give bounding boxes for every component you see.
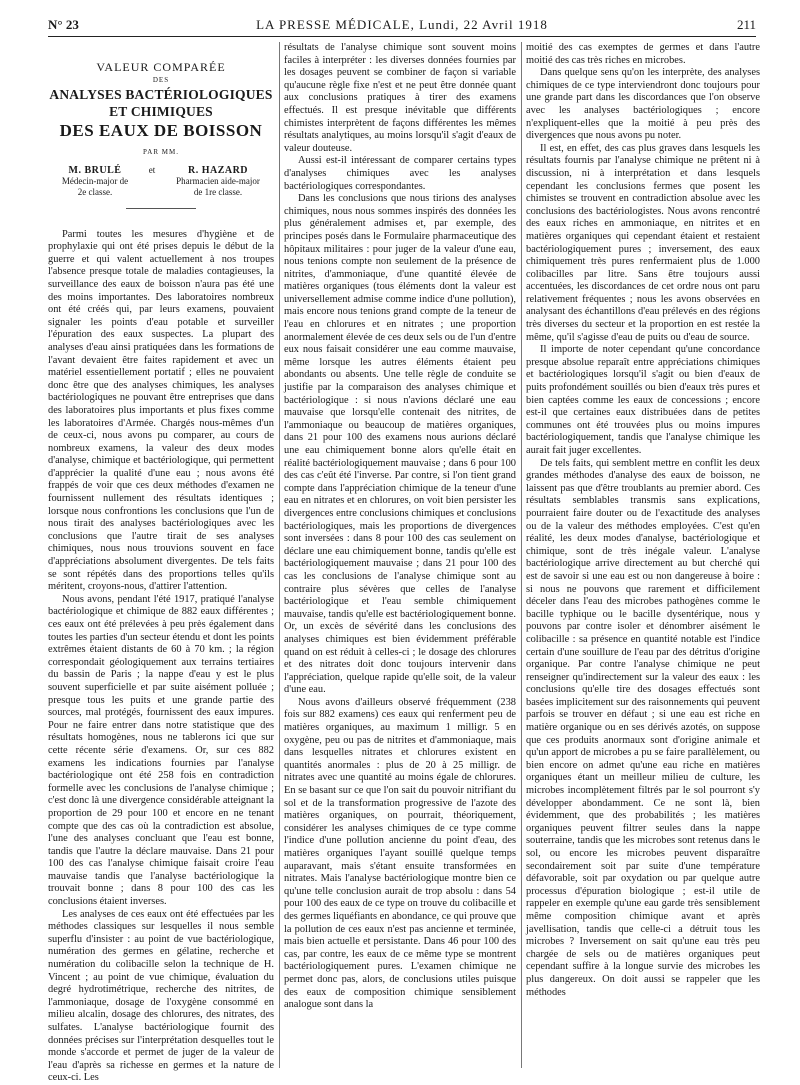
paragraph: Parmi toutes les mesures d'hygiène et de prophylaxie qui ont été prises depuis le début de la guerre et qui valent actuellement à nos troupes l'absence presque totale de maladies contagieuses, la surveillance des eaux de boisson n'aura pas été une des moins importantes. Des laboratoires nombreux ont été créés qui, par leurs examens, pouvaient signaler les points d'eau potable et surveiller l'épuration des eaux suspectes. La plupart des analyses d'eau ainsi pratiquées dans les formations de l'avant devaient être faites rapidement et avec un matériel essentiellement portatif ; elles ne pouvaient donc être que des analyses chimiques, les analyses bactériologiques ne pouvant être entreprises que dans des laboratoires plus importants et plus fixes comme les laboratoires d'Armée. Chargés nous-mêmes d'un de ceux-ci, nous avons pu comparer, au cours de nombreux examens, la valeur des deux modes d'analyse, chimique et bactériologique, qui permettent d'apprécier la qualité d'une eau ; nous avons été frappés de voir que ces deux méthodes d'examen ne fournissent nullement des résultats identiques ; lorsque nous confrontions les conclusions que l'un de nous tirait des analyses bactériologiques avec les conclusions que l'autre tirait de ses analyses chimiques, nous nous trouvions souvent en face d'appréciations absolument divergentes. De tels faits se sont répétés dans des proportions telles qu'ils méritent, croyons-nous, d'attirer l'attention.: [48, 228, 274, 593]
running-head: [48, 16, 756, 37]
journal-line: [48, 16, 756, 34]
paragraph: Les analyses de ces eaux ont été effectuées par les méthodes classiques sur lesquelles il nous semble superflu d'insister : au point de vue bactériologique, numération des germes en gélatine, recherche et numération du colibacille selon la technique de H. Vincent ; au point de vue chimique, évaluation du degré hydrotimétrique, recherche des nitrites, de l'ammoniaque, dosage de l'oxygène consommé en milieu alcalin, dosage des chlorures, des nitrates, des sulfates. L'analyse bactériologique fournit des données précises sur l'interprétation desquelles tout le monde s'accorde et permet de juger de la valeur de l'eau d'après sa richesse en germes et la nature de ceux-ci. Les: [48, 908, 274, 1084]
column-rule-right: [521, 42, 522, 1068]
column-2: [284, 42, 516, 1068]
paragraph: résultats de l'analyse chimique sont souvent moins faciles à interpréter : les diverses données fournies par les dosages peuvent se combiner de façon si variable qu'aucune règle fixe n'est et ne peut être donnée quant aux conclusions pratiques à tirer des examens effectués. Il est presque inévitable que différents chimistes interprètent de façons différentes les mêmes résultats analytiques, au moins lorsqu'il s'agit d'eaux de valeur douteuse.: [284, 42, 516, 154]
author-1: [60, 165, 130, 198]
author-2: [174, 165, 262, 198]
column-3: [526, 42, 760, 1068]
page-number: 211: [736, 17, 756, 32]
article-heading: [48, 42, 274, 229]
paragraph: De tels faits, qui semblent mettre en conflit les deux grandes méthodes d'analyse des eaux de boisson, ne laissent pas que d'être troublants au premier abord. Ces résultats semblables transmis sans explications, pourraient faire douter ou de l'exactitude des analyses ou de la valeur des méthodes employées. C'est qu'en réalité, les deux modes d'analyse, bactériologique et chimique, sont de très inégale valeur. L'analyse bactériologique arrive directement au but cherché qui est de savoir si une eau est ou non dangereuse à boire : si nous ne pouvons que rarement et difficilement déceler dans l'eau des microbes pathogènes comme le bacille typhique ou le bacille dysentérique, nous y pouvons par contre isoler et dénombrer aisément le colibacille : sa présence en quantité notable est l'indice certain d'une souillure de l'eau par des détritus d'origine organique. Par contre l'analyse chimique ne peut renseigner qu'indirectement sur la valeur des eaux : les conclusions qu'elle tire des dosages effectués sont basées implicitement sur des raisonnements qui peuvent parfois se trouver en défaut ; si une eau est riche en matière organique ou en ses dérivés azotés, on suppose que ces produits anormaux sont d'origine animale et qu'un apport de microbes a pu se faire parallèlement, ou bien encore on admet qu'une eau riche en matières organiques étant un meilleur milieu de culture, les microbes incomplètement filtrés par le sol pourront s'y développer abondamment. Ce ne sont là, bien évidemment, que des probabilités ; les matières organiques peuvent filtrer seules dans la nappe souterraine, tandis que les microbes sont retenus dans le sol, ou encore les microbes peuvent disparaître secondairement soit par suite d'une température défavorable, soit par oxydation ou par quelque autre processus d'épuration biologique ; est-il utile de rappeler en exemple qu'une eau garde très sensiblement même composition chimique avant et après javellisation, tandis que celle-ci a détruit tous les microbes ? Inversement on sait qu'une eau très peu chargée de sels ou de matières organiques peut cependant suffire à la longue survie des microbes les plus dangereux. On doit aussi se rappeler que les méthodes: [526, 457, 760, 998]
column-rule-left: [279, 42, 280, 1068]
author-1-role: Médecin-major de 2e classe.: [61, 175, 129, 197]
issue-number: N° 23: [48, 17, 79, 32]
paragraph: Nous avons, pendant l'été 1917, pratiqué l'analyse bactériologique et chimique de 882 eaux différentes ; ces eaux ont été prélevées à peu près également dans toutes les parties d'un secteur étendu et dont les points extrêmes étaient distants de 60 à 70 km. ; la région correspondait géologiquement aux terrains tertiaires du bassin de Paris ; la nappe d'eau y est le plus souvent superficielle et par suite aisément polluée ; presque tous les puits et une grande partie des sources, mal protégés, fournissent des eaux impures. Pour ne faire entrer dans notre statistique que des résultats homogènes, nous ne tablerons ici que sur cette récente série d'examens. Or, sur ces 882 examens les indications fournies par l'analyse bactériologique ont été 258 fois en contradiction formelle avec les conclusions de l'analyse chimique ; c'est donc là une divergence considérable atteignant la proportion de 29 pour 100 et encore en ne tenant compte que des cas où la contradiction est absolue, l'une des analyses concluant que l'eau est bonne, tandis que l'autre la déclare mauvaise. Dans 21 pour 100 des cas l'analyse chimique faisait croire l'eau mauvaise tandis que l'analyse bactériologique la trouvait bonne ; dans 8 pour 100 des cas les conclusions étaient inverses.: [48, 593, 274, 908]
paragraph: moitié des cas exemptes de germes et dans l'autre moitié des cas très riches en microbes.: [526, 42, 760, 66]
authors: [48, 165, 274, 198]
author-1-name: M. BRULÉ: [68, 164, 122, 176]
author-2-name: R. HAZARD: [187, 164, 249, 176]
article-subtitle: ANALYSES BACTÉRIOLOGIQUES ET CHIMIQUES: [49, 87, 273, 119]
paragraph: Dans les conclusions que nous tirions des analyses chimiques, nous nous sommes inspirés des données les plus généralement admises et, par exemple, des principes posés dans le Formulaire pharmaceutique des hôpitaux militaires : pour juger de la valeur d'une eau, nous tenions compte non seulement de la présence de nitrites, d'ammoniaque, d'une quantité élevée de matières organiques (tous éléments dont la valeur est universellement admise comme indice d'une pollution), mais encore nous tenions grand compte de la teneur de l'eau en chlorures et en nitrates ; une proportion anormalement élevée de ces deux sels ou de l'un d'entre eux nous faisait considérer une eau comme mauvaise, même lorsque les autres éléments étaient peu abondants ou absents. Une telle règle de conduite se justifie par la comparaison des analyses chimique et bactériologique : si nous n'avions déclaré une eau mauvaise que lorsqu'elle contenait des nitrites, de l'ammoniaque ou beaucoup de matières organiques, dans 21 pour 100 des examens nous aurions déclaré une eau chimiquement bonne alors qu'elle était en réalité bactériologiquement mauvaise ; dans 6 pour 100 des cas c'eût été l'inverse. Par contre, si l'on tient grand compte dans l'appréciation chimique de la teneur d'une eau en nitrates et en chlorures, on voit bien persister les divergences entre conclusions chimiques et conclusions bactériologiques, mais les proportions de divergences sont inversées : dans 8 pour 100 des cas seulement on déclare une eau chimiquement bonne, tandis qu'elle est bactériologiquement mauvaise ; dans 21 pour 100 des cas les conclusions de l'analyse chimique sont au contraire plus sévères que celles de l'analyse bactériologique et l'eau semble chimiquement mauvaise, tandis qu'elle est bactériologiquement bonne. Or, un excès de sévérité dans les conclusions des analyses chimiques est bien évidemment préférable quand on est réduit à celles-ci ; le dosage des chlorures et des nitrates doit donc toujours intervenir dans l'appréciation, quelque rapide qu'elle soit, de la valeur d'une eau.: [284, 193, 516, 696]
column-1: [48, 42, 274, 1084]
article-kicker: VALEUR COMPARÉE: [96, 60, 226, 74]
journal-title: LA PRESSE MÉDICALE,: [256, 17, 415, 32]
paragraph: Il importe de noter cependant qu'une concordance presque absolue reparaît entre appréciations chimiques et bactériologiques lorsqu'il s'agit ou bien d'eaux de puits profondément souillés ou bien d'eaux très pures et bien captées comme les eaux de concessions ; encore est-il que certaines eaux distribuées dans de petites communes ont été trouvées plus ou moins impures bactériologiquement, tandis que l'analyse chimique les aurait fait juger excellentes.: [526, 344, 760, 456]
article-des: DES: [152, 76, 170, 84]
article-title: DES EAUX DE BOISSON: [59, 121, 263, 140]
paragraph: Dans quelque sens qu'on les interprète, des analyses chimiques de ce type interviendront donc toujours pour une grande part dans les discordances que l'on observe avec les analyses bactériologiques ; encore n'expliquent-elles que la moitié à peu près des divergences que nous avons pu noter.: [526, 67, 760, 142]
author-conjunction: et: [148, 164, 156, 175]
paragraph: Aussi est-il intéressant de comparer certains types d'analyses chimiques avec les analyses bactériologiques correspondantes.: [284, 155, 516, 192]
article-byline-par: PAR MM.: [143, 148, 179, 156]
issue-date: Lundi, 22 Avril 1918: [419, 17, 548, 32]
paragraph: Il est, en effet, des cas plus graves dans lesquels les résultats fournis par l'analyse chimique ne prêtent ni à discussion, ni à interprétation et dans lesquels cependant les conclusions fermes que posent les chimistes se trouvent en contradiction absolue avec les conclusions des bactériologistes. Nous avons rencontré des eaux riches en ammoniaque, en nitrites et en matières organiques qui cependant étaient et restaient bactériologiquement pures ; inversement, des eaux chimiquement très pures renfermaient plus de 1.000 colibacilles par litre. Sans être toujours aussi accentuées, les discordances de cet ordre nous ont paru relativement fréquentes ; nous les avons observées en analysant des échantillons d'eau prélevés en des régions très diverses du secteur et la proportion en est restée la même, qu'il s'agisse d'eau de puits ou d'eau de source.: [526, 142, 760, 343]
author-2-role: Pharmacien aide-major de 1re classe.: [176, 175, 260, 197]
paragraph: Nous avons d'ailleurs observé fréquemment (238 fois sur 882 examens) ces eaux qui renferment peu de matières organiques, au maximum 1 milligr. 5 en oxygène, peu ou pas de nitrites et d'ammoniaque, mais dans lesquelles nitrates et chlorures existent en quantités anormales : plus de 20 à 25 milligr. de nitrates avec une quantité au moins égale de chlorures. En se basant sur ce que l'on sait du pouvoir nitrifiant du sol et de la transformation progressive de l'azote des matières organiques, on pourrait, théoriquement, considérer les analyses chimiques de ce type comme l'indice d'une pollution ancienne du point d'eau, des matières organiques l'ayant souillé quelque temps auparavant, mais s'étant ensuite transformées en nitrates. Mais l'analyse bactériologique montre bien ce qu'une telle conclusion aurait de trop absolu : dans 54 pour 100 des eaux de ce type on trouve du colibacille et des germes liquéfiants en abondance, ce qui prouve que la pollution de ces eaux n'est pas ancienne et terminée, mais bien actuelle et persistante. Dans 46 pour 100 des cas, par contre, les eaux de ce même type se montrent bactériologiquement pures. L'examen chimique ne permet donc pas, alors, de conclusions utiles puisque des eaux de composition chimique sensiblement analogue sont dans la: [284, 696, 516, 1011]
heading-divider: [126, 208, 196, 209]
